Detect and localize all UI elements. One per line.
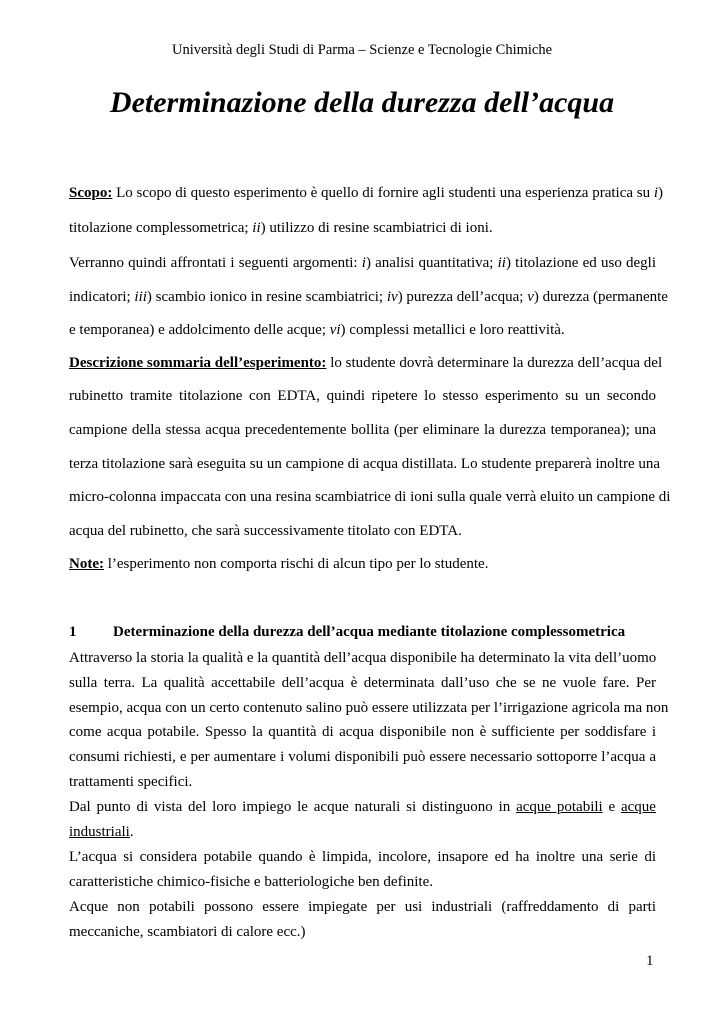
argomenti-text: indicatori; xyxy=(69,289,135,305)
argomenti-text: Verranno quindi affrontati i seguenti argomenti: xyxy=(69,255,362,271)
section-title: Determinazione della durezza dell’acqua mediante titolazione complessometrica xyxy=(113,624,626,640)
section-number: 1 xyxy=(69,624,77,640)
roman-numeral: i xyxy=(361,255,366,271)
underlined-term: acque xyxy=(620,799,656,815)
roman-numeral: i xyxy=(653,185,659,201)
body-line-2: sulla terra. La qualità accettabile dell’acqua è determinata dall’uso che se ne vuole fare. Per xyxy=(69,675,656,691)
argomenti-line-3 xyxy=(69,322,656,339)
roman-numeral: iii xyxy=(134,289,147,305)
body-line-9: L’acqua si considera potabile quando è limpida, incolore, insapore ed ha inoltre una serie di xyxy=(69,849,656,865)
argomenti-text: ) complessi metallici e loro reattività. xyxy=(340,322,565,338)
descrizione-label: Descrizione sommaria dell’esperimento: xyxy=(69,355,327,371)
descrizione-line-1 xyxy=(69,355,663,372)
body-text: e xyxy=(602,799,621,815)
section-heading xyxy=(69,624,625,641)
body-line-5: consumi richiesti, e per aumentare i volumi disponibili può essere necessario sottoporre l’acqua a xyxy=(69,749,656,765)
argomenti-text: ) scambio ionico in resine scambiatrici; xyxy=(146,289,387,305)
note-label: Note: xyxy=(69,556,104,572)
underlined-term: acque potabili xyxy=(516,799,603,815)
descrizione-line-3: campione della stessa acqua precedentemente bollita (per eliminare la durezza temporanea); una xyxy=(69,422,656,438)
argomenti-text: ) analisi quantitativa; xyxy=(365,255,498,271)
roman-numeral: v xyxy=(527,289,534,305)
body-line-6: trattamenti specifici. xyxy=(69,774,193,790)
note-text: l’esperimento non comporta rischi di alcun tipo per lo studente. xyxy=(103,556,489,572)
descrizione-text: lo studente dovrà determinare la durezza dell’acqua del xyxy=(326,355,663,371)
underlined-term: industriali xyxy=(69,824,130,840)
scopo-text: ) utilizzo di resine scambiatrici di ioni. xyxy=(260,220,493,236)
argomenti-text: ) durezza (permanente xyxy=(533,289,668,305)
roman-numeral: ii xyxy=(497,255,506,271)
descrizione-line-4: terza titolazione sarà eseguita su un campione di acqua distillata. Lo studente preparerà inoltre una xyxy=(69,456,661,472)
scopo-text: titolazione complessometrica; xyxy=(69,220,253,236)
body-line-7 xyxy=(69,799,656,816)
argomenti-text: ) titolazione ed uso degli xyxy=(505,255,656,271)
body-line-4: come acqua potabile. Spesso la quantità di acqua disponibile non è sufficiente per soddisfare i xyxy=(69,724,656,740)
body-line-11: Acque non potabili possono essere impiegate per usi industriali (raffreddamento di parti xyxy=(69,899,656,915)
descrizione-line-6: acqua del rubinetto, che sarà successivamente titolato con EDTA. xyxy=(69,523,462,539)
body-line-8 xyxy=(69,824,656,841)
roman-numeral: iv xyxy=(386,289,398,305)
body-text: Dal punto di vista del loro impiego le acque naturali si distinguono in xyxy=(69,799,517,815)
body-line-1: Attraverso la storia la qualità e la quantità dell’acqua disponibile ha determinato la vita dell’uomo xyxy=(69,650,657,666)
roman-numeral: ii xyxy=(252,220,261,236)
running-header: Università degli Studi di Parma – Scienze e Tecnologie Chimiche xyxy=(171,42,553,58)
scopo-label: Scopo: xyxy=(69,185,113,201)
body-text: . xyxy=(129,824,134,840)
scopo-line-1 xyxy=(69,185,664,202)
roman-numeral: vi xyxy=(329,322,341,338)
body-line-3: esempio, acqua con un certo contenuto salino può essere utilizzata per l’irrigazione agricola ma non xyxy=(69,700,669,716)
argomenti-text: ) purezza dell’acqua; xyxy=(397,289,528,305)
body-line-10: caratteristiche chimico-fisiche e batteriologiche ben definite. xyxy=(69,874,433,890)
scopo-line-2 xyxy=(69,220,656,237)
argomenti-line-1 xyxy=(69,255,656,272)
note-line xyxy=(69,556,656,573)
descrizione-line-5: micro-colonna impaccata con una resina scambiatrice di ioni sulla quale verrà eluito un campione di xyxy=(69,489,671,505)
page-number: 1 xyxy=(646,953,654,969)
body-line-12: meccaniche, scambiatori di calore ecc.) xyxy=(69,924,306,940)
scopo-text: Lo scopo di questo esperimento è quello di fornire agli studenti una esperienza pratica su xyxy=(112,185,654,201)
descrizione-line-2: rubinetto tramite titolazione con EDTA, quindi ripetere lo stesso esperimento su un secondo xyxy=(69,388,656,404)
argomenti-text: e temporanea) e addolcimento delle acque; xyxy=(69,322,330,338)
argomenti-line-2 xyxy=(69,289,668,306)
scopo-text: ) xyxy=(658,185,664,201)
document-title: Determinazione della durezza dell’acqua xyxy=(109,86,615,119)
